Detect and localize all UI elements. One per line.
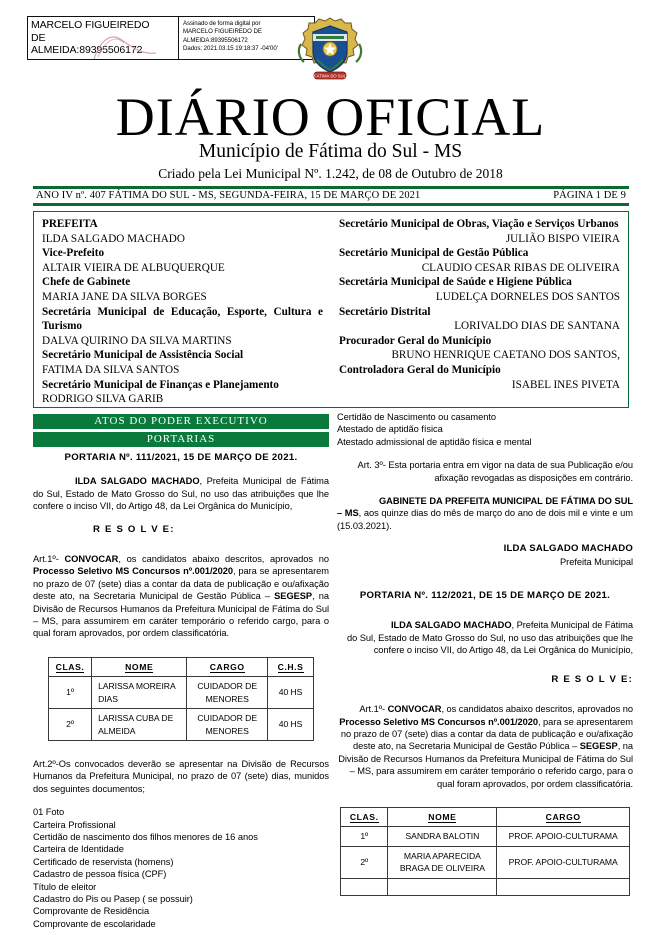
cell-nome: LARISSA CUBA DE ALMEIDA	[92, 709, 187, 741]
gabinete-bold: GABINETE DA PREFEITA MUNICIPAL DE FÁTIMA DO SUL – MS	[337, 496, 633, 519]
official-role: PREFEITA	[42, 218, 98, 230]
cell-chs: 40 HS	[268, 709, 314, 741]
banner-portarias: PORTARIAS	[33, 432, 329, 447]
signature-details	[179, 17, 314, 59]
portaria-111-signature-role: Prefeita Municipal	[560, 556, 633, 567]
svg-text:FÁTIMA DO SUL: FÁTIMA DO SUL	[314, 73, 346, 79]
official-name: BRUNO HENRIQUE CAETANO DOS SANTOS,	[391, 349, 620, 362]
portaria-112-table-wrap	[337, 807, 633, 896]
art1-text-1: , os candidatos abaixo descritos, aprovados no	[118, 554, 329, 565]
coat-of-arms-icon	[295, 14, 365, 86]
official-role: Secretário Municipal de Finanças e Planejamento	[42, 378, 279, 391]
cell-clas	[341, 878, 388, 895]
preamble-prefeita-name: ILDA SALGADO MACHADO	[390, 620, 512, 631]
cell-cargo: CUIDADOR DE MENORES	[187, 709, 268, 741]
cell-clas: 1º	[341, 827, 388, 846]
official-name: FATIMA DA SILVA SANTOS	[42, 363, 180, 376]
portaria-111-art1	[33, 553, 329, 640]
content-column-right	[337, 411, 633, 896]
official-role: Secretária Municipal de Saúde e Higiene Pública	[339, 276, 572, 289]
page-title: DIÁRIO OFICIAL	[115, 87, 546, 147]
doc-item: Título de eleitor	[33, 881, 97, 892]
doc-item: Atestado de aptidão física	[337, 424, 443, 435]
convocados-table-112	[340, 807, 630, 896]
cell-nome: SANDRA BALOTIN	[388, 827, 497, 846]
doc-item: Certificado de reservista (homens)	[33, 856, 174, 867]
table-header-row	[49, 657, 314, 676]
th-nome: NOME	[388, 807, 497, 826]
signature-detail-2: MARCELO FIGUEIREDO DE	[183, 28, 262, 36]
portaria-112-heading: PORTARIA Nº. 112/2021, DE 15 DE MARÇO DE 2021.	[359, 590, 611, 602]
cell-cargo: PROF. APOIO-CULTURAMA	[497, 827, 630, 846]
doc-item: Certidão de Nascimento ou casamento	[337, 412, 496, 422]
convocados-table-111	[48, 657, 314, 741]
portaria-111-resolve: R E S O L V E:	[93, 523, 175, 535]
portaria-112-preamble	[337, 619, 633, 656]
th-cargo: CARGO	[187, 657, 268, 676]
created-by-law-text: Criado pela Lei Municipal Nº. 1.242, de 08 de Outubro de 2018	[158, 166, 503, 181]
cell-chs: 40 HS	[268, 677, 314, 709]
official-name: ISABEL INES PIVETA	[511, 378, 620, 391]
cell-cargo: PROF. APOIO-CULTURAMA	[497, 846, 630, 878]
art1-text-2: , para se apresentarem no prazo de 07 (sete) dias a contar da data de publicação e ou/afixação deste ato, na Secretaria Municipal de Gestão Pública –	[340, 716, 633, 752]
portaria-111-art3: Art. 3º- Esta portaria entra em vigor na data de sua Publicação e/ou afixação revogadas as disposições em contrário.	[357, 460, 633, 483]
cell-clas: 1º	[49, 677, 92, 709]
art1-processo: Processo Seletivo MS Concursos nº.001/2020	[33, 566, 233, 577]
issue-number-date: ANO IV nº. 407 FÁTIMA DO SUL - MS, SEGUNDA-FEIRA, 15 DE MARÇO DE 2021	[36, 190, 421, 201]
official-name: RODRIGO SILVA GARIB	[42, 393, 164, 406]
official-name: ILDA SALGADO MACHADO	[42, 232, 185, 245]
portaria-111-art2: Art.2º-Os convocados deverão se apresentar na Divisão de Recursos Humanos da Prefeitura Municipal, no prazo de 07 (sete) dias, munidos dos seguintes documentos;	[33, 758, 329, 794]
official-role: Secretário Municipal de Gestão Pública	[339, 247, 529, 260]
digital-signature-stamp	[27, 16, 315, 60]
cell-nome: MARIA APARECIDA BRAGA DE OLIVEIRA	[388, 846, 497, 878]
official-role: Secretário Distrital	[339, 305, 431, 318]
art1-segesp: SEGESP	[274, 591, 313, 602]
doc-item: Cadastro do Pis ou Pasep ( se possuir)	[33, 893, 193, 904]
art1-prefix: Art.1º-	[359, 704, 388, 715]
header-rule-bottom	[33, 203, 629, 206]
table-row	[341, 827, 630, 846]
table-row	[341, 878, 630, 895]
signer-line-2: DE	[31, 31, 46, 44]
doc-item: 01 Foto	[33, 807, 65, 818]
art1-convocar: CONVOCAR	[64, 554, 119, 565]
portaria-111-table-wrap	[33, 657, 329, 741]
issue-info-row	[33, 188, 629, 203]
banner-atos-poder-executivo: ATOS DO PODER EXECUTIVO	[33, 414, 329, 429]
content-column-left	[33, 452, 329, 930]
table-header-row	[341, 807, 630, 826]
official-role: Secretário Municipal de Assistência Social	[42, 349, 244, 362]
official-role: Secretária Municipal de Educação, Esporte, Cultura e Turismo	[42, 305, 323, 333]
table-row	[49, 709, 314, 741]
art1-processo: Processo Seletivo MS Concursos nº.001/2020	[339, 716, 538, 727]
table-row	[49, 677, 314, 709]
official-name: ALTAIR VIEIRA DE ALBUQUERQUE	[42, 261, 225, 274]
official-role: Procurador Geral do Município	[339, 334, 492, 347]
signature-signer-name	[28, 17, 178, 59]
signer-line-3: ALMEIDA:89395506172	[31, 44, 143, 57]
cell-cargo	[497, 878, 630, 895]
official-name: LUDELÇA DORNELES DOS SANTOS	[435, 290, 620, 303]
art1-text-2: , para se apresentarem no prazo de 07 (sete) dias a contar da data de publicação e ou/afixação deste ato, na Secretaria Municipal de Gestão Pública –	[33, 566, 329, 602]
art1-segesp: SEGESP	[579, 741, 618, 752]
page-number: PÁGINA 1 DE 9	[553, 190, 626, 201]
portaria-111-signature-name: ILDA SALGADO MACHADO	[503, 543, 633, 555]
official-name: MARIA JANE DA SILVA BORGES	[42, 290, 207, 303]
doc-item: Cadastro de pessoa física (CPF)	[33, 869, 167, 880]
cell-nome	[388, 878, 497, 895]
doc-item: Certidão de nascimento dos filhos menores de 16 anos	[33, 831, 258, 842]
doc-item: Atestado admissional de aptidão física e mental	[337, 436, 532, 447]
preamble-rest: , Prefeita Municipal de Fátima do Sul, Estado de Mato Grosso do Sul, no uso das atribuições que lhe confere o inciso VII, do Artigo 48, da Lei Orgânica do Município,	[346, 620, 633, 656]
official-role: Controladora Geral do Município	[339, 363, 501, 376]
th-cargo: CARGO	[497, 807, 630, 826]
art1-text-3: , na Divisão de Recursos Humanos da Prefeitura Municipal de Fátima do Sul – MS, para assumirem em caráter temporário o referido cargo, para o qual foram aprovados, por ordem classificatória.	[33, 591, 329, 639]
portaria-111-preamble	[33, 475, 329, 512]
portaria-111-heading: PORTARIA Nº. 111/2021, 15 DE MARÇO DE 2021.	[64, 452, 298, 463]
preamble-rest: , Prefeita Municipal de Fátima do Sul, Estado de Mato Grosso do Sul, no uso das atribuições que lhe confere o inciso VII, do Artigo 48, da Lei Orgânica do Município,	[33, 476, 329, 512]
signature-detail-1: Assinado de forma digital por	[183, 20, 261, 27]
cell-nome: LARISSA MOREIRA DIAS	[92, 677, 187, 709]
signer-line-1: MARCELO FIGUEIREDO	[31, 19, 150, 31]
portaria-112-resolve: R E S O L V E:	[551, 673, 633, 685]
cell-cargo: CUIDADOR DE MENORES	[187, 677, 268, 709]
gabinete-rest: , aos quinze dias do mês de março do ano de dois mil e vinte e um (15.03.2021).	[337, 508, 633, 531]
th-clas: CLAS.	[341, 807, 388, 826]
official-name: DALVA QUIRINO DA SILVA MARTINS	[42, 334, 232, 347]
signature-detail-3: ALMEIDA:89395506172	[183, 36, 248, 44]
art1-prefix: Art.1º-	[33, 554, 65, 565]
th-clas: CLAS.	[49, 657, 92, 676]
portaria-111-gabinete	[337, 495, 633, 532]
official-role: Chefe de Gabinete	[42, 276, 131, 289]
portaria-112-art1	[337, 703, 633, 790]
cell-clas: 2º	[49, 709, 92, 741]
doc-item: Carteira de Identidade	[33, 844, 124, 855]
official-name: LORIVALDO DIAS DE SANTANA	[454, 320, 620, 333]
preamble-prefeita-name: ILDA SALGADO MACHADO	[75, 476, 200, 487]
table-row	[341, 846, 630, 878]
officials-column-left	[34, 212, 331, 407]
doc-item: Comprovante de Residência	[33, 906, 150, 917]
cell-clas: 2º	[341, 846, 388, 878]
doc-item: Carteira Profissional	[33, 819, 116, 830]
art1-text-3: , na Divisão de Recursos Humanos da Prefeitura Municipal de Fátima do Sul – MS, para assumirem em caráter temporário o referido cargo, para o qual foram aprovados, por ordem classificatória.	[338, 741, 633, 789]
th-chs: C.H.S	[268, 657, 314, 676]
doc-item: Comprovante de escolaridade	[33, 918, 156, 929]
art1-convocar: CONVOCAR	[387, 704, 442, 715]
official-role: Secretário Municipal de Obras, Viação e Serviços Urbanos	[339, 218, 619, 230]
official-name: JULIÃO BISPO VIEIRA	[505, 232, 620, 245]
officials-box	[33, 211, 629, 408]
officials-column-right	[331, 212, 628, 407]
art1-text-1: , os candidatos abaixo descritos, aprovados no	[441, 704, 633, 715]
official-name: CLAUDIO CESAR RIBAS DE OLIVEIRA	[421, 261, 620, 274]
signature-detail-4: Dados: 2021.03.15 19:18:37 -04'00'	[183, 45, 278, 53]
th-nome: NOME	[92, 657, 187, 676]
page-subtitle: Município de Fátima do Sul - MS	[198, 141, 463, 162]
official-role: Vice-Prefeito	[42, 247, 105, 260]
